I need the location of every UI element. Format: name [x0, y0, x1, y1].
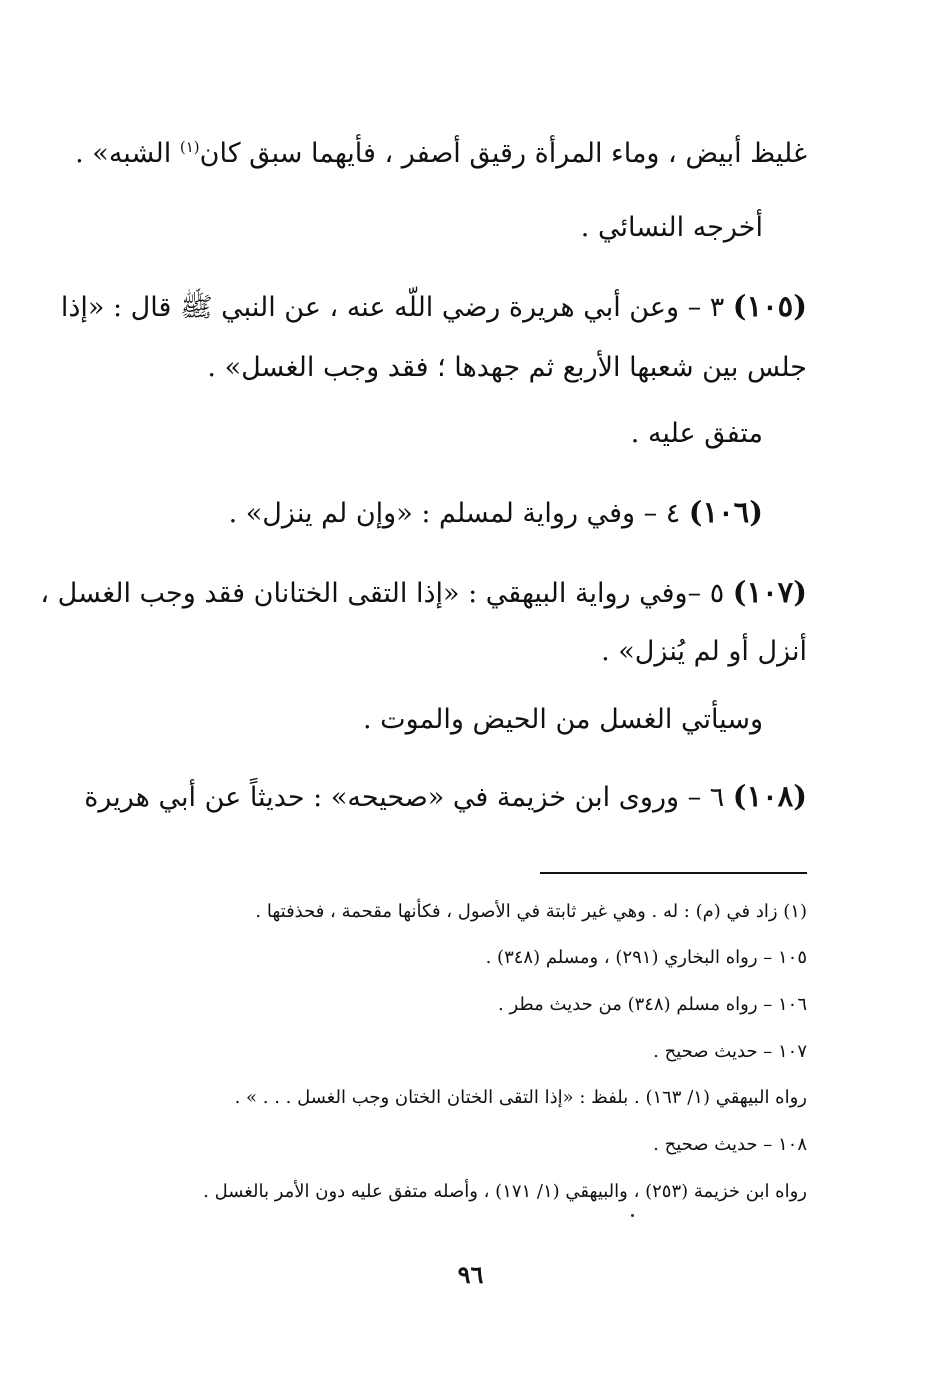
hadith-106-number: (١٠٦)	[688, 495, 763, 529]
hadith-107-line-1	[40, 572, 807, 614]
footnote-106: ١٠٦ – رواه مسلم (٣٤٨) من حديث مطر .	[498, 994, 807, 1015]
footnote-105: ١٠٥ – رواه البخاري (٢٩١) ، ومسلم (٣٤٨) .	[485, 947, 807, 968]
body-line-1-text: غليظ أبيض ، وماء المرأة رقيق أصفر ، فأيهما سبق كان	[199, 138, 807, 169]
hadith-108-number: (١٠٨)	[732, 779, 807, 813]
hadith-106	[229, 492, 763, 534]
footnote-1: (١) زاد في (م) : له . وهي غير ثابتة في الأصول ، فكأنها مقحمة ، فحذفتها .	[255, 901, 807, 922]
hadith-105-takhrij: متفق عليه .	[630, 418, 763, 449]
hadith-107-text: ٥ –وفي رواية البيهقي : «إذا التقى الختانان فقد وجب الغسل ،	[40, 578, 733, 609]
hadith-105-number: (١٠٥)	[732, 289, 807, 323]
page-number: ٩٦	[457, 1260, 484, 1289]
takhrij-nasai: أخرجه النسائي .	[580, 212, 763, 243]
footnote-107-source: رواه البيهقي (١/ ١٦٣) . بلفظ : «إذا التقى الختان الختان وجب الغسل . . . » .	[234, 1087, 807, 1108]
footnote-separator	[540, 872, 807, 874]
footnote-107-grade: ١٠٧ – حديث صحيح .	[653, 1041, 807, 1062]
footnote-ref-1: (١)	[179, 138, 200, 156]
hadith-105-line-1	[60, 286, 807, 328]
footnote-108-source: رواه ابن خزيمة (٢٥٣) ، والبيهقي (١/ ١٧١) ، وأصله متفق عليه دون الأمر بالغسل .	[203, 1181, 807, 1202]
body-line-1-end: الشبه» .	[75, 138, 180, 169]
hadith-108-line-1	[86, 776, 807, 818]
hadith-106-text: ٤ – وفي رواية لمسلم : «وإن لم ينزل» .	[228, 498, 689, 529]
hadith-108-text: ٦ – وروى ابن خزيمة في «صحيحه» : حديثاً عن أبي هريرة	[84, 782, 733, 813]
hadith-107-line-2: أنزل أو لم يُنزل» .	[601, 636, 807, 667]
body-line-1	[75, 134, 807, 174]
hadith-105-text: ٣ – وعن أبي هريرة رضي اللّه عنه ، عن النبي ﷺ قال : «إذا	[60, 292, 733, 323]
footnote-108-grade: ١٠٨ – حديث صحيح .	[653, 1134, 807, 1155]
hadith-107-note: وسيأتي الغسل من الحيض والموت .	[363, 704, 763, 735]
print-speck	[631, 1214, 634, 1217]
hadith-105-line-2: جلس بين شعبها الأربع ثم جهدها ؛ فقد وجب الغسل» .	[207, 352, 807, 383]
hadith-107-number: (١٠٧)	[732, 575, 807, 609]
